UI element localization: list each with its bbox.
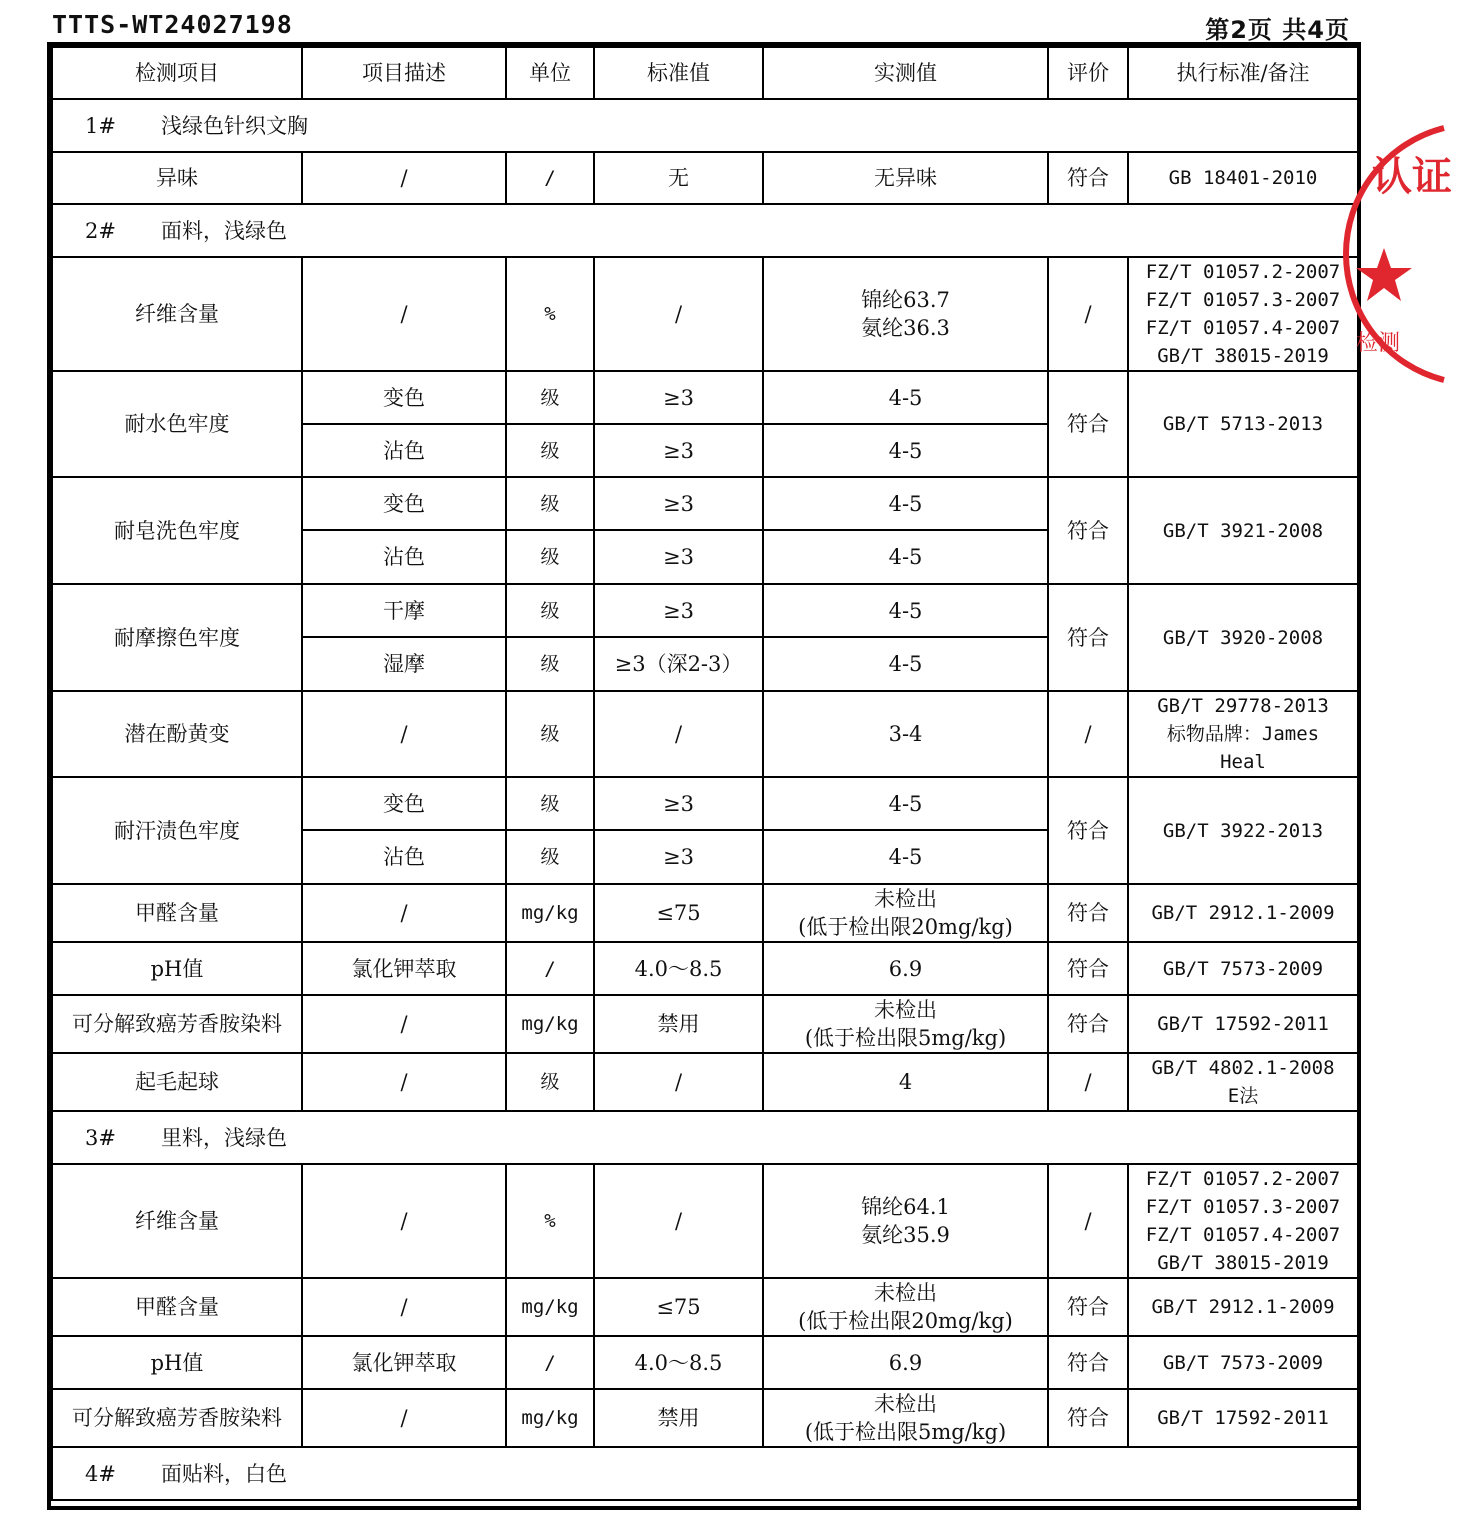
test-item: 耐汗渍色牢度 (52, 777, 302, 884)
standard-value: ≥3 (594, 777, 763, 830)
measured-value-line: 6.9 (888, 1350, 923, 1375)
measured-value-line: 未检出 (874, 1281, 937, 1305)
section-title: 浅绿色针织文胸 (161, 113, 308, 138)
unit: % (506, 1164, 594, 1278)
measured-value (763, 424, 1048, 477)
standard-value: ≥3 (594, 584, 763, 637)
section-header-row (52, 1447, 1358, 1500)
evaluation: 符合 (1048, 942, 1128, 995)
measured-value-line: 未检出 (874, 998, 937, 1022)
header-unit: 单位 (506, 47, 594, 99)
section-title: 面料，浅绿色 (161, 218, 287, 243)
table-row (52, 1336, 1358, 1389)
standard-value: 禁用 (594, 995, 763, 1053)
reference-standard (1128, 257, 1358, 371)
item-description: / (302, 152, 506, 204)
reference-line: GB/T 7573-2009 (1162, 1351, 1324, 1374)
test-item: pH值 (52, 1336, 302, 1389)
measured-value-line: 锦纶63.7 (861, 288, 950, 312)
standard-value: ≤75 (594, 884, 763, 942)
evaluation: / (1048, 1053, 1128, 1111)
item-description: / (302, 1278, 506, 1336)
table-body (52, 47, 1358, 1500)
section-number: 2# (85, 218, 116, 243)
reference-standard (1128, 1164, 1358, 1278)
reference-line: FZ/T 01057.4-2007 (1145, 317, 1341, 339)
header-evaluation: 评价 (1048, 47, 1128, 99)
standard-value: ≥3 (594, 477, 763, 530)
reference-line: GB/T 7573-2009 (1162, 957, 1324, 980)
standard-value: 4.0～8.5 (594, 942, 763, 995)
section-header (52, 1111, 1358, 1164)
measured-value-line: 4-5 (888, 598, 923, 623)
table-row (52, 371, 1358, 424)
item-description: 氯化钾萃取 (302, 1336, 506, 1389)
measured-value (763, 830, 1048, 884)
item-description: 湿摩 (302, 637, 506, 691)
item-description: / (302, 1053, 506, 1111)
table-row (52, 995, 1358, 1053)
section-header-row (52, 204, 1358, 257)
evaluation: 符合 (1048, 995, 1128, 1053)
table-row (52, 152, 1358, 204)
measured-value (763, 777, 1048, 830)
measured-value (763, 530, 1048, 584)
evaluation: / (1048, 1164, 1128, 1278)
reference-line: FZ/T 01057.2-2007 (1145, 261, 1341, 283)
table-row (52, 477, 1358, 530)
table-row (52, 584, 1358, 637)
table-row (52, 1278, 1358, 1336)
measured-value-line: 氨纶35.9 (861, 1223, 950, 1247)
standard-value: / (594, 691, 763, 777)
test-results-table (51, 46, 1359, 1501)
standard-value: / (594, 1164, 763, 1278)
item-description: / (302, 691, 506, 777)
table-row (52, 257, 1358, 371)
test-results-table-frame (47, 42, 1361, 1510)
unit: 级 (506, 830, 594, 884)
evaluation: 符合 (1048, 1278, 1128, 1336)
item-description: / (302, 995, 506, 1053)
measured-value (763, 1164, 1048, 1278)
reference-line: GB/T 17592-2011 (1157, 1407, 1329, 1429)
table-row (52, 1389, 1358, 1447)
reference-line: GB/T 3920-2008 (1162, 626, 1324, 649)
unit: 级 (506, 584, 594, 637)
standard-value: / (594, 257, 763, 371)
measured-value-line: 4-5 (888, 652, 923, 676)
header-item: 检测项目 (52, 47, 302, 99)
reference-standard (1128, 995, 1358, 1053)
table-row (52, 691, 1358, 777)
measured-value-line: 无异味 (874, 166, 937, 190)
reference-line: FZ/T 01057.4-2007 (1145, 1224, 1341, 1246)
measured-value (763, 477, 1048, 530)
header-standard: 标准值 (594, 47, 763, 99)
unit: % (506, 257, 594, 371)
measured-value (763, 1053, 1048, 1111)
reference-line: GB/T 17592-2011 (1157, 1013, 1329, 1035)
reference-standard (1128, 371, 1358, 477)
table-row (52, 777, 1358, 830)
reference-standard (1128, 1336, 1358, 1389)
measured-value (763, 1278, 1048, 1336)
reference-line: GB/T 5713-2013 (1162, 413, 1324, 435)
evaluation: 符合 (1048, 477, 1128, 584)
reference-line: E法 (1227, 1085, 1259, 1107)
test-item: 甲醛含量 (52, 1278, 302, 1336)
table-row (52, 1164, 1358, 1278)
item-description: 变色 (302, 371, 506, 424)
reference-line: FZ/T 01057.3-2007 (1145, 289, 1341, 311)
stamp-text-top: 认证 (1372, 153, 1452, 200)
header-description: 项目描述 (302, 47, 506, 99)
section-title: 面贴料，白色 (161, 1461, 287, 1486)
reference-line: GB/T 3921-2008 (1162, 519, 1324, 542)
measured-value-line: 锦纶64.1 (861, 1195, 950, 1219)
measured-value-line: 4-5 (888, 438, 923, 463)
item-description: 变色 (302, 477, 506, 530)
item-description: / (302, 257, 506, 371)
unit: 级 (506, 477, 594, 530)
section-number: 4# (85, 1461, 116, 1486)
reference-line: FZ/T 01057.2-2007 (1145, 1168, 1341, 1190)
measured-value-line: (低于检出限5mg/kg) (804, 1420, 1007, 1444)
item-description: 变色 (302, 777, 506, 830)
evaluation: 符合 (1048, 584, 1128, 691)
measured-value (763, 884, 1048, 942)
table-row (52, 884, 1358, 942)
unit: 级 (506, 424, 594, 477)
measured-value-line: 6.9 (888, 956, 923, 981)
evaluation: 符合 (1048, 1389, 1128, 1447)
measured-value (763, 1336, 1048, 1389)
measured-value (763, 691, 1048, 777)
measured-value (763, 152, 1048, 204)
reference-standard (1128, 942, 1358, 995)
unit: / (506, 152, 594, 204)
unit: mg/kg (506, 1389, 594, 1447)
measured-value-line: 4-5 (888, 545, 923, 569)
unit: mg/kg (506, 1278, 594, 1336)
reference-standard (1128, 477, 1358, 584)
evaluation: 符合 (1048, 777, 1128, 884)
standard-value: ≥3（深2-3） (594, 637, 763, 691)
test-item: 潜在酚黄变 (52, 691, 302, 777)
unit: 级 (506, 637, 594, 691)
measured-value-line: (低于检出限5mg/kg) (804, 1026, 1007, 1050)
reference-standard (1128, 777, 1358, 884)
measured-value-line: (低于检出限20mg/kg) (798, 915, 1013, 939)
test-item: 耐摩擦色牢度 (52, 584, 302, 691)
standard-value: ≤75 (594, 1278, 763, 1336)
test-item: 异味 (52, 152, 302, 204)
item-description: 干摩 (302, 584, 506, 637)
evaluation: / (1048, 691, 1128, 777)
unit: / (506, 1336, 594, 1389)
standard-value: ≥3 (594, 530, 763, 584)
unit: 级 (506, 777, 594, 830)
section-header (52, 204, 1358, 257)
report-number: TTTS-WT24027198 (52, 10, 293, 39)
test-item: 纤维含量 (52, 257, 302, 371)
section-header-row (52, 1111, 1358, 1164)
reference-standard (1128, 1053, 1358, 1111)
measured-value-line: 3-4 (888, 722, 923, 746)
reference-line: GB 18401-2010 (1168, 167, 1318, 189)
reference-line: GB/T 38015-2019 (1157, 1252, 1329, 1274)
measured-value (763, 1389, 1048, 1447)
reference-standard (1128, 1389, 1358, 1447)
measured-value-line: 未检出 (874, 887, 937, 911)
evaluation: 符合 (1048, 884, 1128, 942)
measured-value-line: 4-5 (888, 491, 923, 516)
unit: mg/kg (506, 995, 594, 1053)
measured-value (763, 637, 1048, 691)
test-item: 起毛起球 (52, 1053, 302, 1111)
unit: 级 (506, 1053, 594, 1111)
unit: mg/kg (506, 884, 594, 942)
reference-line: FZ/T 01057.3-2007 (1145, 1196, 1341, 1218)
reference-line: GB/T 2912.1-2009 (1151, 902, 1335, 924)
section-header (52, 99, 1358, 152)
test-item: 耐皂洗色牢度 (52, 477, 302, 584)
item-description: 沾色 (302, 830, 506, 884)
item-description: / (302, 884, 506, 942)
measured-value (763, 995, 1048, 1053)
standard-value: ≥3 (594, 424, 763, 477)
unit: / (506, 942, 594, 995)
reference-line: GB/T 38015-2019 (1157, 345, 1329, 367)
section-title: 里料，浅绿色 (161, 1125, 287, 1150)
measured-value-line: (低于检出限20mg/kg) (798, 1309, 1013, 1333)
standard-value: ≥3 (594, 371, 763, 424)
measured-value (763, 584, 1048, 637)
evaluation: 符合 (1048, 1336, 1128, 1389)
evaluation: 符合 (1048, 371, 1128, 477)
page-indicator: 第2页 共4页 (1205, 16, 1350, 44)
item-description: 沾色 (302, 530, 506, 584)
measured-value (763, 257, 1048, 371)
reference-standard (1128, 1278, 1358, 1336)
evaluation: / (1048, 257, 1128, 371)
test-item: 可分解致癌芳香胺染料 (52, 1389, 302, 1447)
test-item: 可分解致癌芳香胺染料 (52, 995, 302, 1053)
header-measured: 实测值 (763, 47, 1048, 99)
standard-value: ≥3 (594, 830, 763, 884)
item-description: 氯化钾萃取 (302, 942, 506, 995)
unit: 级 (506, 691, 594, 777)
item-description: / (302, 1389, 506, 1447)
test-item: pH值 (52, 942, 302, 995)
measured-value-line: 4 (898, 1070, 913, 1094)
measured-value-line: 未检出 (874, 1392, 937, 1416)
unit: 级 (506, 530, 594, 584)
measured-value-line: 4-5 (888, 845, 923, 869)
reference-line: GB/T 2912.1-2009 (1151, 1296, 1335, 1318)
standard-value: 无 (594, 152, 763, 204)
reference-line: 标物品牌：James (1166, 723, 1320, 745)
test-item: 耐水色牢度 (52, 371, 302, 477)
table-header-row (52, 47, 1358, 99)
reference-line: Heal (1220, 751, 1266, 773)
evaluation: 符合 (1048, 152, 1128, 204)
standard-value: 禁用 (594, 1389, 763, 1447)
reference-standard (1128, 884, 1358, 942)
item-description: 沾色 (302, 424, 506, 477)
section-header (52, 1447, 1358, 1500)
reference-line: GB/T 3922-2013 (1162, 819, 1324, 842)
measured-value (763, 942, 1048, 995)
measured-value (763, 371, 1048, 424)
item-description: / (302, 1164, 506, 1278)
section-number: 1# (85, 113, 116, 138)
stamp-text-mid: 检测 (1356, 331, 1401, 356)
test-item: 甲醛含量 (52, 884, 302, 942)
reference-line: GB/T 4802.1-2008 (1151, 1057, 1335, 1079)
reference-line: GB/T 29778-2013 (1157, 695, 1329, 717)
reference-standard (1128, 691, 1358, 777)
measured-value-line: 氨纶36.3 (861, 316, 950, 340)
standard-value: / (594, 1053, 763, 1111)
unit: 级 (506, 371, 594, 424)
header-reference: 执行标准/备注 (1128, 47, 1358, 99)
reference-standard (1128, 584, 1358, 691)
section-header-row (52, 99, 1358, 152)
table-row (52, 1053, 1358, 1111)
measured-value-line: 4-5 (888, 791, 923, 816)
table-row (52, 942, 1358, 995)
reference-standard (1128, 152, 1358, 204)
seal-stamp-icon (1352, 118, 1472, 388)
standard-value: 4.0～8.5 (594, 1336, 763, 1389)
measured-value-line: 4-5 (888, 385, 923, 410)
section-number: 3# (85, 1125, 116, 1150)
test-item: 纤维含量 (52, 1164, 302, 1278)
